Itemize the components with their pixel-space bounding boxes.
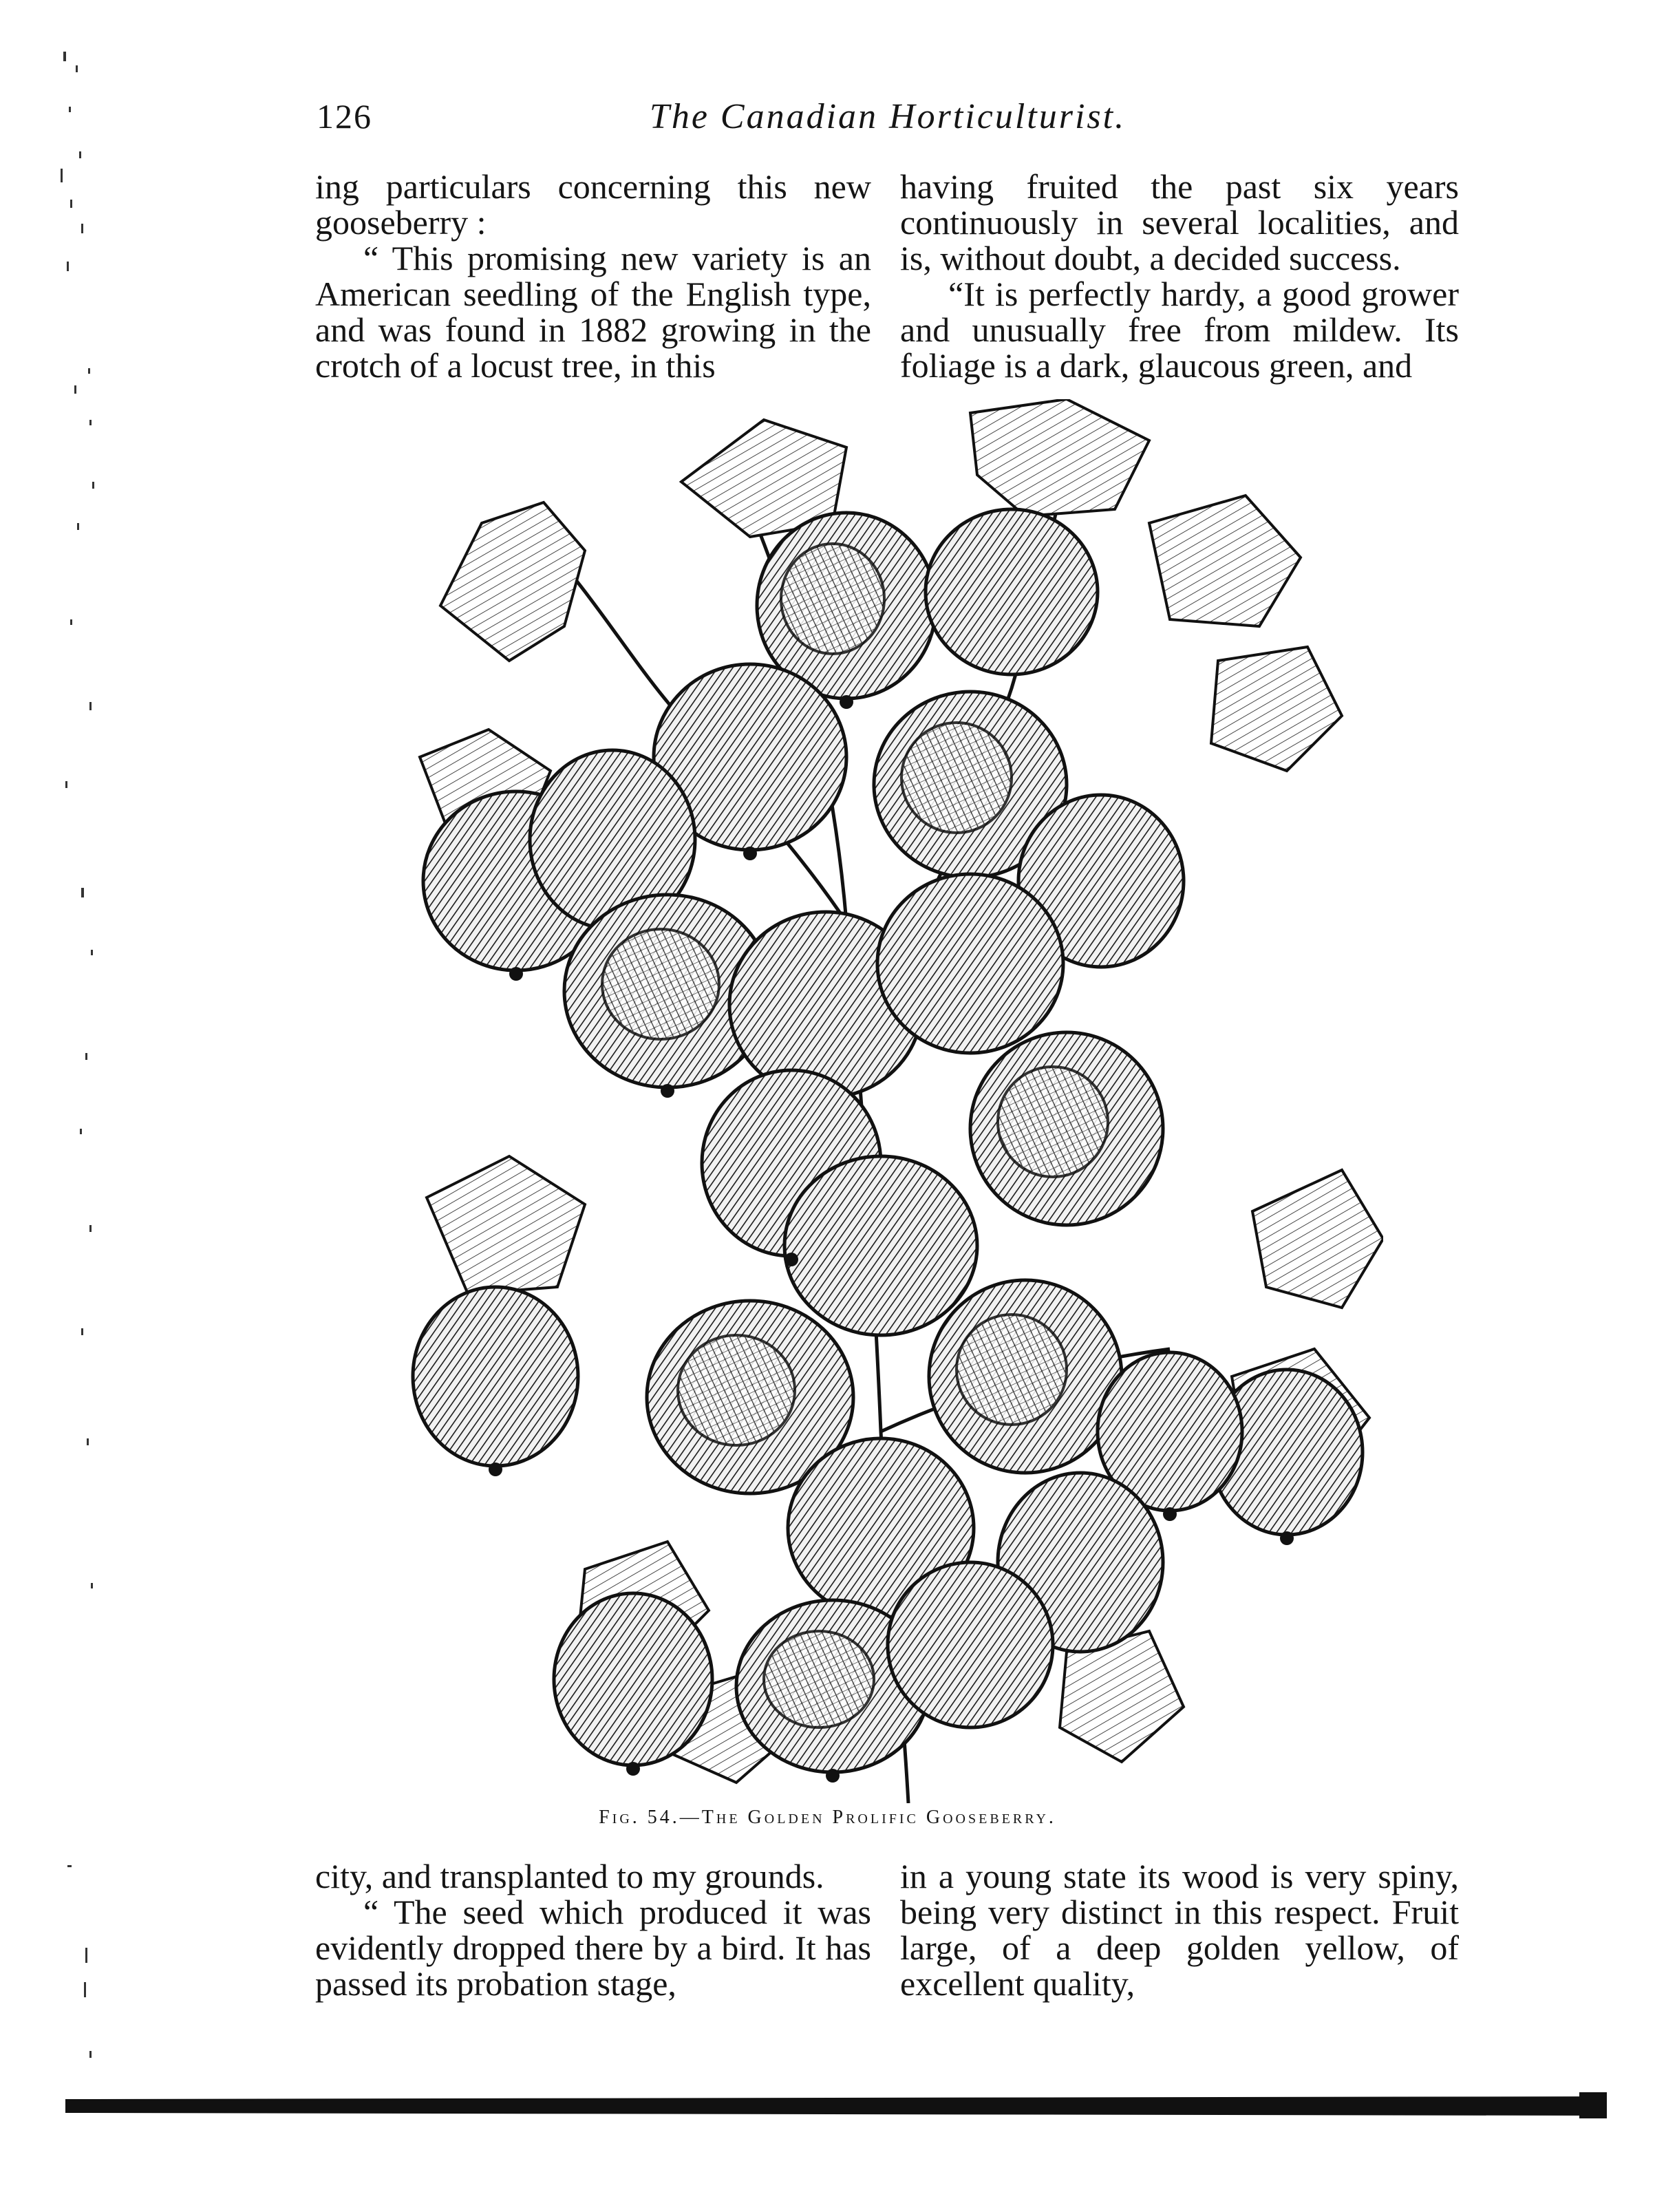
gooseberry-illustration <box>406 399 1383 1803</box>
paragraph: “It is perfectly hardy, a good grower and unusually free from mildew. Its foliage is a dark, glaucous green, and <box>900 275 1459 385</box>
page-number: 126 <box>317 97 372 136</box>
paragraph: “ This promising new variety is an American seedling of the English type, and was found in 1882 growing in the crotch of a locust tree, in this <box>315 239 871 385</box>
bottom-right-column <box>900 1858 1459 2001</box>
top-left-column <box>315 169 871 383</box>
paragraph: ing particulars concerning this new gooseberry : <box>315 167 871 242</box>
paragraph: “ The seed which produced it was evidently dropped there by a bird. It has passed its probation stage, <box>315 1893 871 2003</box>
top-right-column <box>900 169 1459 383</box>
figure-caption: Fig. 54.—The Golden Prolific Gooseberry. <box>599 1807 1056 1828</box>
paragraph: having fruited the past six years continuously in several localities, and is, without doubt, a decided success. <box>900 167 1459 277</box>
paragraph: city, and transplanted to my grounds. <box>315 1857 824 1895</box>
page-edge-rule <box>65 2092 1607 2118</box>
running-title: The Canadian Horticulturist. <box>649 97 1127 136</box>
paragraph: in a young state its wood is very spiny, being very distinct in this respect. Fruit large, of a deep golden yellow, of excellent quality, <box>900 1857 1459 2003</box>
bottom-left-column <box>315 1858 871 2001</box>
page-header <box>317 96 1459 158</box>
